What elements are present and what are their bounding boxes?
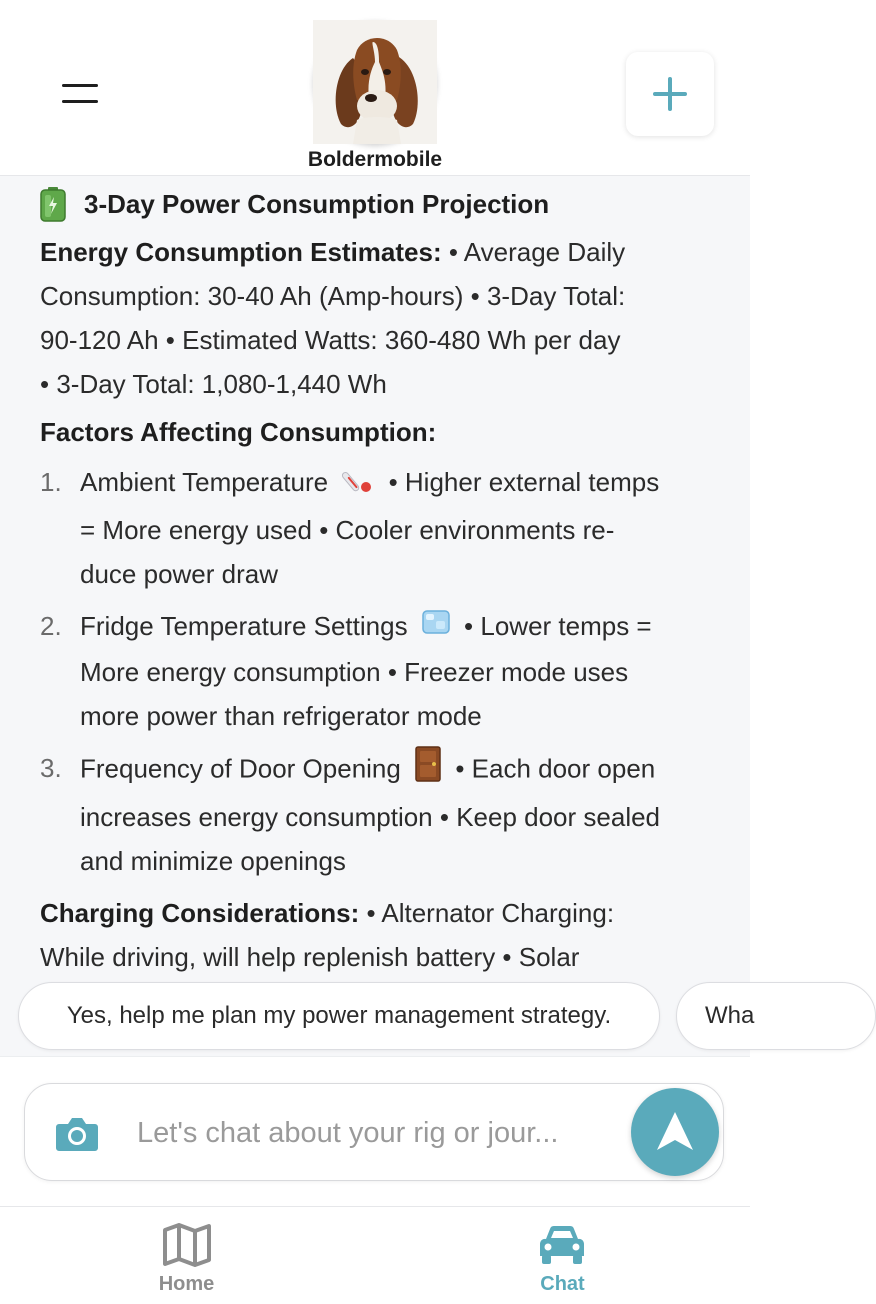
composer-area <box>0 1056 750 1206</box>
ice-cube-icon <box>421 606 451 650</box>
message-title-text: 3-Day Power Consumption Projection <box>84 189 550 219</box>
factor-label: Frequency of Door Opening <box>80 753 401 784</box>
nav-home-label: Home <box>158 1273 215 1295</box>
estimates-paragraph <box>40 230 710 406</box>
list-number: 2. <box>40 610 62 641</box>
factor-label: Ambient Temperature <box>80 467 329 497</box>
chat-input[interactable] <box>137 1104 617 1162</box>
factor-text: duce power draw <box>80 558 278 589</box>
app-header <box>0 0 750 176</box>
estimates-text: • Average Daily <box>448 237 626 267</box>
factor-text: and minimize openings <box>80 845 346 876</box>
brand-name: Boldermobile <box>307 148 443 171</box>
avatar[interactable] <box>313 20 437 144</box>
estimates-text-line: Consumption: 30-40 Ah (Amp-hours) • 3-Day Total: <box>40 281 626 311</box>
assistant-message <box>0 176 750 976</box>
list-number: 3. <box>40 752 62 783</box>
factor-text: increases energy consumption • Keep door sealed <box>80 801 661 832</box>
suggestion-chip[interactable]: Yes, help me plan my power management strategy. <box>18 982 660 1050</box>
charging-text: While driving, will help replenish battery • Solar <box>40 941 580 972</box>
camera-icon[interactable] <box>55 1114 99 1152</box>
send-arrow-icon <box>631 1088 719 1176</box>
factor-text: • Each door open <box>455 753 656 784</box>
menu-button[interactable] <box>48 62 112 126</box>
estimates-heading: Energy Consumption Estimates: <box>40 237 442 267</box>
factor-text: more power than refrigerator mode <box>80 700 482 731</box>
factor-text: More energy consumption • Freezer mode uses <box>80 656 629 687</box>
list-item <box>40 604 710 738</box>
message-title <box>40 182 710 226</box>
list-item <box>40 746 710 883</box>
factors-list <box>40 460 710 883</box>
new-chat-button[interactable] <box>626 52 714 136</box>
charging-text: • Alternator Charging: <box>366 897 615 928</box>
nav-chat[interactable] <box>375 1207 750 1304</box>
factor-text: • Higher external temps <box>388 467 660 497</box>
bottom-nav <box>0 1206 750 1303</box>
factor-text: • Lower temps = <box>464 610 652 641</box>
nav-home[interactable] <box>0 1207 375 1304</box>
charging-heading: Charging Considerations: <box>40 897 360 928</box>
suggestion-chips <box>0 978 755 1054</box>
nav-chat-label: Chat <box>540 1273 585 1295</box>
factor-label: Fridge Temperature Settings <box>80 610 408 641</box>
door-icon <box>414 746 442 795</box>
factors-heading: Factors Affecting Consumption: <box>40 417 437 447</box>
list-number: 1. <box>40 467 62 497</box>
send-button[interactable] <box>631 1088 719 1176</box>
basset-hound-avatar <box>313 20 437 144</box>
map-icon <box>162 1223 212 1267</box>
thermometer-icon <box>341 461 375 508</box>
factor-text: = More energy used • Cooler environments re- <box>80 514 615 545</box>
hamburger-icon <box>62 84 98 87</box>
battery-icon <box>40 187 66 221</box>
list-item <box>40 460 710 596</box>
estimates-text-line: 90-120 Ah • Estimated Watts: 360-480 Wh per day <box>40 325 621 355</box>
suggestion-chip[interactable]: Wha <box>676 982 876 1050</box>
composer <box>24 1083 724 1181</box>
car-icon <box>537 1223 587 1267</box>
estimates-text-line: • 3-Day Total: 1,080-1,440 Wh <box>40 369 387 399</box>
